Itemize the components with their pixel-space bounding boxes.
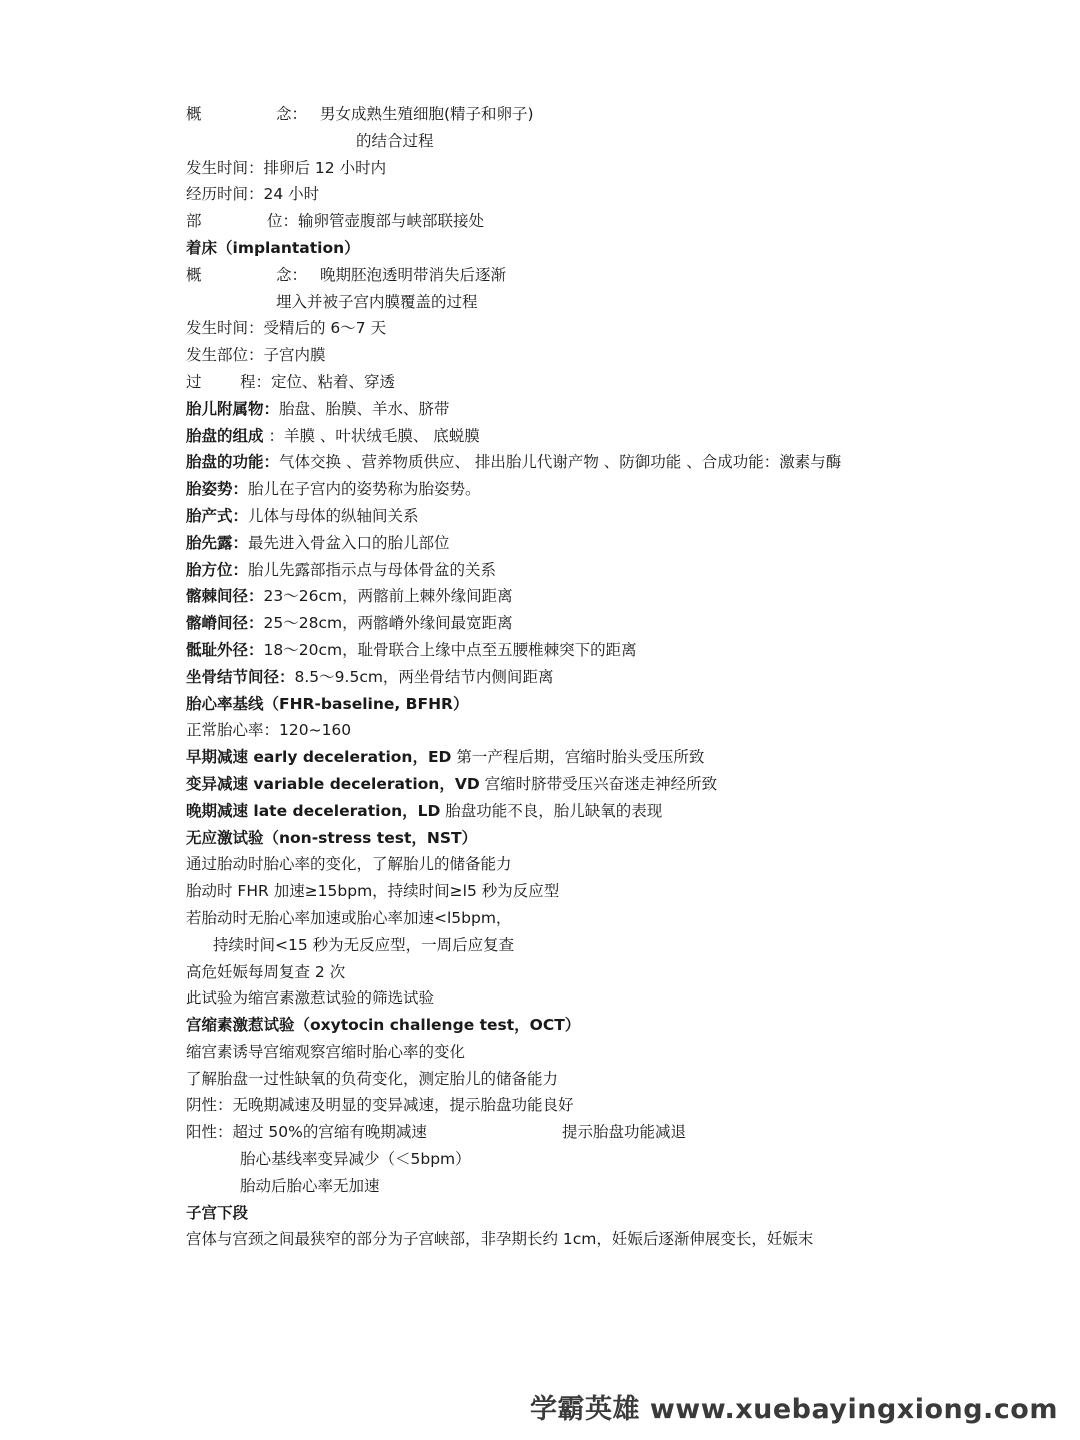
text-line: 宫体与宫颈之间最狭窄的部分为子宫峡部，非孕期长约 1cm，妊娠后逐渐伸展变长，妊娠末 [186,1230,814,1249]
text-line: 胎动时 FHR 加速≥15bpm，持续时间≥l5 秒为反应型 [186,882,560,901]
definition: ：羊膜 、叶状绒毛膜、 底蜕膜 [263,426,480,445]
term: 早期减速 early deceleration，ED [186,748,452,767]
term: 胎盘的功能： [186,453,280,472]
text-line [186,637,906,664]
text-line [186,798,906,825]
text-line: 发生时间：排卵后 12 小时内 [186,158,387,177]
text-line: 经历时间：24 小时 [186,185,320,204]
text-line: 阴性：无晚期减速及明显的变异减速，提示胎盘功能良好 [186,1096,574,1115]
text-line [186,503,906,530]
term-char: 过 [186,372,202,391]
text-line [186,557,906,584]
definition: 宫缩时脐带受压兴奋迷走神经所致 [479,774,718,793]
definition: 第一产程后期，宫缩时胎头受压所致 [451,748,705,767]
term: 胎姿势： [186,480,249,499]
term: 髂棘间径： [186,587,264,606]
term: 胎产式： [186,506,249,525]
definition: 胎儿先露部指示点与母体骨盆的关系 [248,560,497,579]
definition: 23～26cm，两髂前上棘外缘间距离 [263,587,513,606]
text-line [186,423,906,450]
text-line: 持续时间<15 秒为无反应型，一周后应复查 [213,935,515,954]
text-line: 的结合过程 [356,131,434,150]
definition: 程：定位、粘着、穿透 [240,372,396,391]
text-line [186,101,906,128]
term: 晚期减速 late deceleration，LD [186,801,441,820]
definition: 气体交换 、营养物质供应、 排出胎儿代谢产物 、防御功能 、合成功能：激素与酶 [279,453,842,472]
section-heading: 宫缩素激惹试验（oxytocin challenge test，OCT） [186,1016,581,1035]
text-line: 此试验为缩宫素激惹试验的筛选试验 [186,989,435,1008]
text-line [186,396,906,423]
term-char: 概 [186,265,202,284]
definition: 提示胎盘功能减退 [562,1123,687,1142]
text-line [186,1119,906,1146]
section-heading: 着床（implantation） [186,238,360,257]
text-line [186,208,906,235]
watermark: 学霸英雄 www.xuebayingxiong.com [529,1394,1058,1425]
definition: 男女成熟生殖细胞(精子和卵子) [320,105,534,123]
text-line: 高危妊娠每周复查 2 次 [186,962,346,981]
definition: 25～28cm，两髂嵴外缘间最宽距离 [263,614,513,633]
term: 胎方位： [186,560,249,579]
text-line: 埋入并被子宫内膜覆盖的过程 [276,292,478,311]
text-line [186,262,906,289]
section-heading: 胎心率基线（FHR-baseline, BFHR） [186,694,469,713]
text-line: 缩宫素诱导宫缩观察宫缩时胎心率的变化 [186,1042,466,1061]
term: 胎盘的组成 [186,426,264,445]
text-line: 若胎动时无胎心率加速或胎心率加速<l5bpm， [186,908,512,927]
text-line: 了解胎盘一过性缺氧的负荷变化，测定胎儿的储备能力 [186,1069,559,1088]
definition: 胎儿在子宫内的姿势称为胎姿势。 [248,480,481,499]
definition: 18～20cm，耻骨联合上缘中点至五腰椎棘突下的距离 [263,640,637,659]
term-char: 念： [276,105,308,123]
definition: 胎盘功能不良，胎儿缺氧的表现 [440,801,663,820]
term: 髂嵴间径： [186,614,264,633]
definition: 晚期胚泡透明带消失后逐渐 [320,265,507,284]
text-line [186,771,906,798]
definition: 8.5～9.5cm，两坐骨结节内侧间距离 [294,667,554,686]
text-line [186,369,906,396]
definition: 最先进入骨盆入口的胎儿部位 [248,533,450,552]
term-char: 概 [186,105,202,123]
section-heading: 无应激试验（non-stress test，NST） [186,828,478,847]
text-line: 胎动后胎心率无加速 [240,1176,380,1195]
term: 坐骨结节间径： [186,667,295,686]
text-line [186,664,906,691]
text-line [186,610,906,637]
document-body [186,101,906,1253]
text-line [186,476,906,503]
term: 骶耻外径： [186,640,264,659]
term: 变异减速 variable deceleration，VD [186,774,480,793]
text-line [186,449,906,476]
definition: 胎盘、胎膜、羊水、脐带 [279,399,450,418]
text-line [186,530,906,557]
definition: 阳性：超过 50%的宫缩有晚期减速 [186,1123,427,1142]
term: 胎先露： [186,533,249,552]
term-char: 部 [186,212,202,231]
text-line: 发生部位：子宫内膜 [186,346,326,365]
term-char: 念： [276,265,308,284]
term: 胎儿附属物： [186,399,280,418]
definition: 儿体与母体的纵轴间关系 [248,506,419,525]
text-line: 发生时间：受精后的 6～7 天 [186,319,387,338]
section-heading: 子宫下段 [186,1203,249,1222]
definition: 位：输卵管壶腹部与峡部联接处 [267,212,485,231]
text-line: 正常胎心率：120~160 [186,721,352,740]
text-line: 通过胎动时胎心率的变化，了解胎儿的储备能力 [186,855,512,874]
text-line [186,583,906,610]
text-line [186,744,906,771]
text-line: 胎心基线率变异减少（＜5bpm） [240,1150,471,1169]
